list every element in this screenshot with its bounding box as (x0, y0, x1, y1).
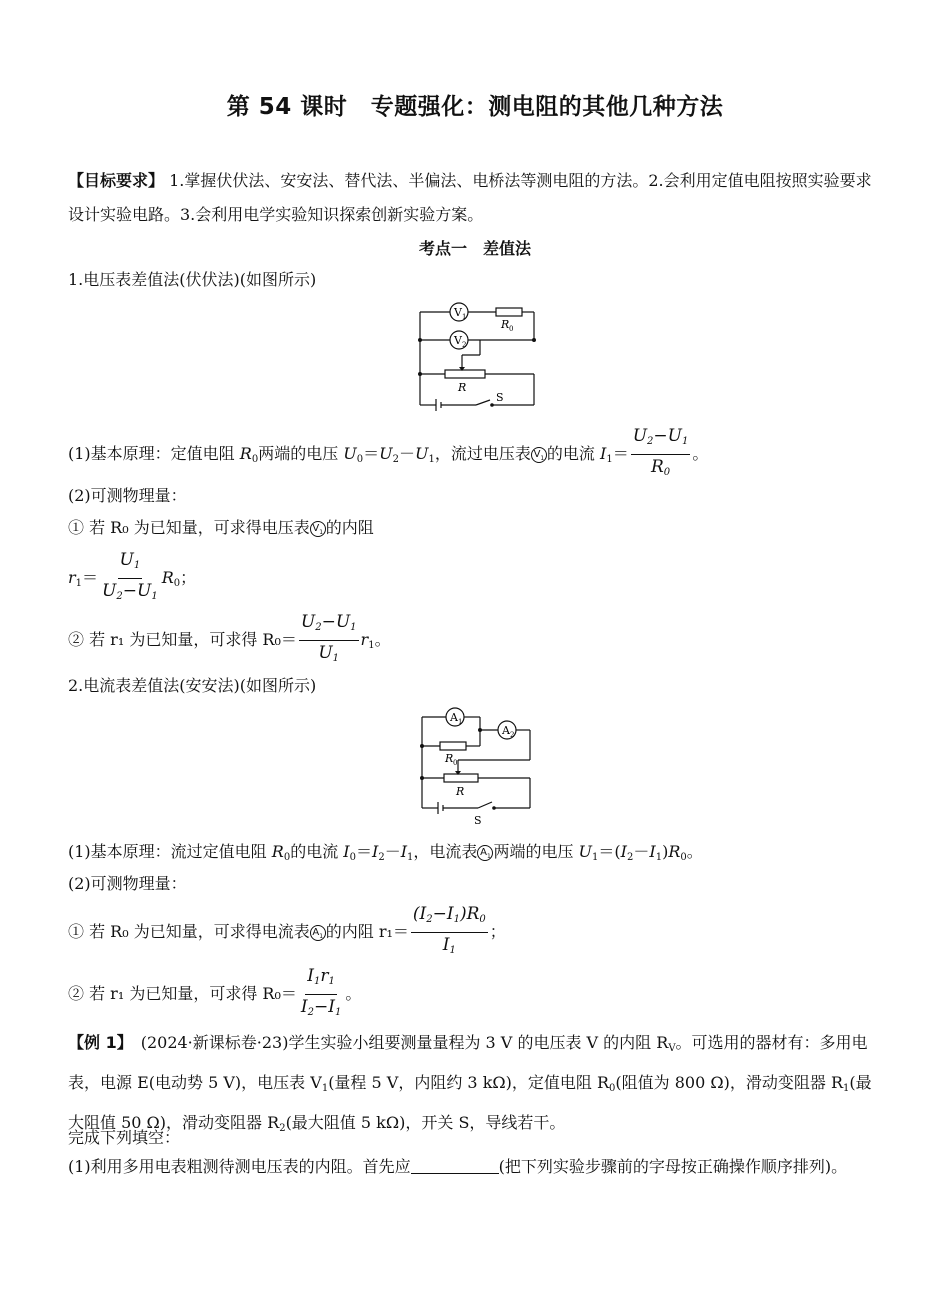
part1-principle-c: ，流过电压表 (434, 444, 531, 463)
part2-end: 。 (345, 984, 362, 1003)
part1-item2: ② 若 r₁ 为已知量，可求得 R₀＝ $\frac{U_2-U_1}{U_1}$ $r_1$。 (68, 612, 391, 664)
v2-label: V (454, 334, 462, 347)
part2-item2-text: ② 若 r₁ 为已知量，可求得 R₀＝ (68, 984, 297, 1003)
ammeter-a1-icon: $A_1$ (310, 925, 326, 941)
part1-principle-a: (1)基本原理：定值电阻 (68, 444, 240, 463)
part1-measurable: (2)可测物理量： (68, 486, 187, 505)
part1-principle-d: 的电流 (546, 444, 600, 463)
v2-sub: 2 (462, 341, 467, 349)
part1-item1-text: ① 若 R₀ 为已知量，可求得电压表 (68, 518, 310, 537)
r0-sub: 0 (509, 325, 514, 333)
fraction: $\frac{U_2-U_1}{R_0}$ (632, 426, 689, 478)
part2-item2: ② 若 r₁ 为已知量，可求得 R₀＝ $\frac{I_1r_1}{I_2-I_1}$ 。 (68, 966, 362, 1018)
section-heading: 考点一 差值法 (418, 239, 531, 258)
r-label: R (458, 381, 467, 394)
part2-principle-end: 。 (686, 842, 703, 861)
part2-principle-a: (1)基本原理：流过定值电阻 (68, 842, 272, 861)
voltmeter-v1-icon: $V_1$ (531, 447, 547, 463)
example-text5: (最大阻值 50 Ω)，滑动变阻器 R (68, 1073, 872, 1132)
example-sub2: 1 (321, 1083, 329, 1094)
answer-blank[interactable] (411, 1157, 499, 1174)
part1-heading: 1.电压表差值法(伏伏法)(如图所示) (68, 270, 317, 289)
example-text2: 。可选用的器材有：多用电表，电源 E(电动势 5 V)，电压表 V (68, 1033, 868, 1092)
a2-sub: 2 (510, 731, 515, 739)
example-sub4: 1 (843, 1083, 850, 1094)
example-label: 【例 1】 (68, 1033, 125, 1052)
example-text6: (最大阻值 5 kΩ)，开关 S，导线若干。 (285, 1113, 566, 1132)
a1-label: A (450, 711, 458, 724)
part2-item1-tail: 的内阻 r₁＝ (325, 922, 409, 941)
part2-principle: (1)基本原理：流过定值电阻 $R_0$的电流 $I_0=I_2-I_1$，电流表 $A_1$ 两端的电压 $U_1=(I_2-I_1)R_0$。 (68, 842, 703, 863)
example-paragraph (68, 1026, 883, 1146)
voltmeter-difference-circuit (410, 300, 545, 412)
part1-principle: (1)基本原理：定值电阻 $R_0$两端的电压 $U_0=U_2-U_1$，流过电压表 $V_1$ 的电流 $I_1=$ $\frac{U_2-U_1}{R_0}$ 。 (68, 424, 708, 485)
part2-semicolon: ； (489, 922, 506, 941)
part1-principle-b: 两端的电压 (258, 444, 344, 463)
r0-label: R (501, 318, 510, 331)
part1-principle-end: 。 (692, 444, 709, 463)
example-text1: (2024·新课标卷·23)学生实验小组要测量量程为 3 V 的电压表 V 的内阻 R (124, 1033, 669, 1052)
r0-label: R (445, 752, 454, 765)
part1-end: 。 (374, 630, 391, 649)
part2-principle-d: 两端的电压 (493, 842, 579, 861)
example-text4: (阻值为 800 Ω)，滑动变阻器 R (615, 1073, 844, 1092)
part2-principle-c: ，电流表 (413, 842, 478, 861)
a2-label: A (502, 724, 510, 737)
part1-item1 (68, 518, 374, 538)
ammeter-a1-icon: $A_1$ (477, 845, 493, 861)
goal-text: 1.掌握伏伏法、安安法、替代法、半偏法、电桥法等测电阻的方法。2.会利用定值电阻按照实验要求设计实验电路。3.会利用电学实验知识探索创新实验方案。 (68, 171, 872, 224)
example-q1-a: (1)利用多用电表粗测待测电压表的内阻。首先应 (68, 1157, 411, 1176)
r-label: R (456, 785, 465, 798)
example-q1-b: (把下列实验步骤前的字母按正确操作顺序排列)。 (498, 1157, 848, 1176)
page-title: 第 54 课时 专题强化：测电阻的其他几种方法 (226, 94, 724, 120)
part2-heading: 2.电流表差值法(安安法)(如图所示) (68, 676, 317, 695)
part2-item1: ① 若 R₀ 为已知量，可求得电流表 $A_1$ 的内阻 r₁＝ $\frac{(I_2-I_1)R_0}{I_1}$ ； (68, 904, 506, 956)
goal-label: 【目标要求】 (68, 171, 165, 190)
voltmeter-v1-icon: $V_1$ (310, 521, 326, 537)
ammeter-difference-circuit (412, 700, 542, 830)
switch-label: S (496, 391, 504, 404)
example-sub3: 0 (609, 1083, 616, 1094)
example-q1 (68, 1150, 883, 1184)
part1-item1-tail: 的内阻 (325, 518, 374, 537)
example-sub1: V (668, 1043, 676, 1054)
example-sub5: 2 (279, 1123, 286, 1134)
part2-measurable: (2)可测物理量： (68, 874, 187, 893)
example-fill: 完成下列填空： (68, 1128, 181, 1147)
part2-item1-text: ① 若 R₀ 为已知量，可求得电流表 (68, 922, 310, 941)
switch-label: S (474, 814, 482, 827)
example-text3: (量程 5 V，内阻约 3 kΩ)，定值电阻 R (328, 1073, 610, 1092)
a1-sub: 1 (458, 718, 463, 726)
goal-paragraph (68, 164, 883, 232)
part1-item2-text: ② 若 r₁ 为已知量，可求得 R₀＝ (68, 630, 297, 649)
v1-label: V (454, 306, 462, 319)
v1-sub: 1 (462, 313, 467, 321)
part1-formula-r1: $r_1=$ $\frac{U_1}{U_2-U_1}$ $R_0$； (68, 550, 197, 602)
part2-principle-b: 的电流 (290, 842, 344, 861)
r0-sub: 0 (453, 759, 458, 767)
